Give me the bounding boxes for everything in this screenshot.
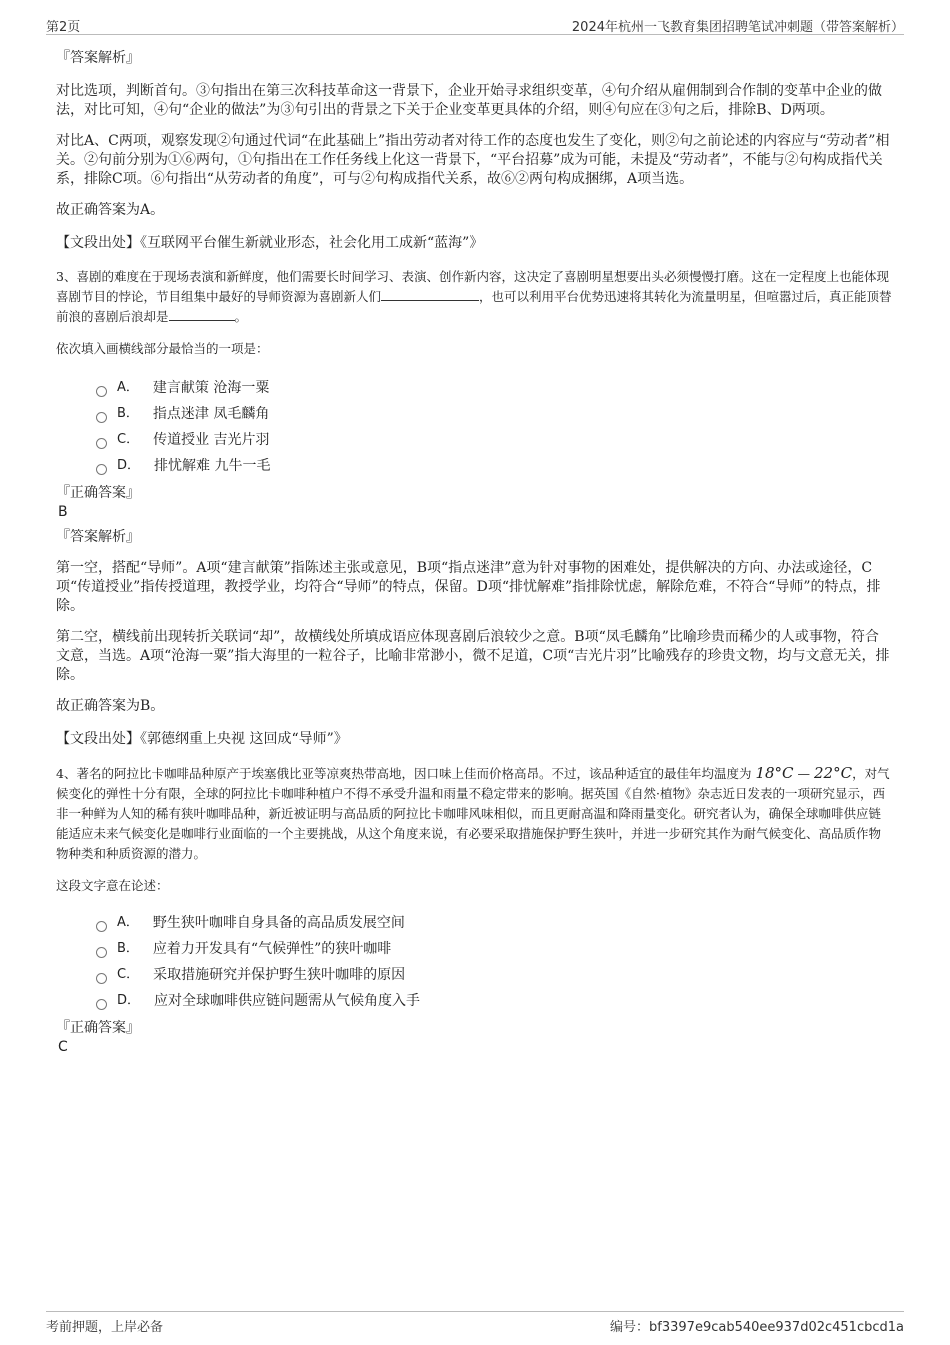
option-a[interactable]: A． 野生狭叶咖啡自身具备的高品质发展空间 xyxy=(96,910,892,936)
analysis-paragraph: 第二空，横线前出现转折关联词“却”，故横线处所填成语应体现喜剧后浪较少之意。B项“凤毛麟角”比喻珍贵而稀少的人或事物，符合文意，当选。A项“沧海一粟”指大海里的一粒谷子，比喻非常渺小，微不足道，C项“吉光片羽”比喻残存的珍贵文物，均与文意无关，排除。 xyxy=(56,629,890,683)
page-footer xyxy=(46,1311,904,1334)
document-title: 2024年杭州一飞教育集团招聘笔试冲刺题（带答案解析） xyxy=(571,20,904,35)
option-text: 传道授业 吉光片羽 xyxy=(153,432,270,448)
correct-answer-label: 『正确答案』 xyxy=(56,1020,140,1036)
analysis-paragraph: 对比A、C两项，观察发现②句通过代词“在此基础上”指出劳动者对待工作的态度也发生了变化，则②句之前论述的内容应与“劳动者”相关。②句前分别为①⑥两句，①句指出在工作任务线上化这一背景下，“平台招募”成为可能，未提及“劳动者”，不能与②句构成指代关系，排除C项。⑥句指出“从劳动者的角度”，可与②句构成指代关系，故⑥②两句构成捆绑，A项当选。 xyxy=(56,133,890,187)
option-b[interactable]: B． 应着力开发具有“气候弹性”的狭叶咖啡 xyxy=(96,936,892,962)
option-text: 野生狭叶咖啡自身具备的高品质发展空间 xyxy=(152,915,405,931)
answer-analysis-label: 『答案解析』 xyxy=(56,529,140,545)
option-b[interactable]: B． 指点迷津 凤毛麟角 xyxy=(96,401,892,427)
option-c[interactable]: C． 采取措施研究并保护野生狭叶咖啡的原因 xyxy=(96,962,892,988)
page-number: 第2页 xyxy=(46,20,81,35)
option-d[interactable]: D． 应对全球咖啡供应链问题需从气候角度入手 xyxy=(96,988,892,1014)
radio-button[interactable] xyxy=(96,438,107,449)
radio-button[interactable] xyxy=(96,999,107,1010)
radio-button[interactable] xyxy=(96,386,107,397)
source-citation: 【文段出处】《互联网平台催生新就业形态，社会化用工成新“蓝海”》 xyxy=(56,235,484,251)
answer-analysis-label: 『答案解析』 xyxy=(56,50,140,66)
option-text: 应对全球咖啡供应链问题需从气候角度入手 xyxy=(154,993,421,1009)
option-list xyxy=(56,910,892,1014)
question-prompt: 这段文字意在论述： xyxy=(56,878,169,893)
radio-button[interactable] xyxy=(96,921,107,932)
radio-button[interactable] xyxy=(96,973,107,984)
correct-answer: B xyxy=(58,504,68,520)
document-body xyxy=(56,46,892,1056)
option-text: 排忧解难 九牛一毛 xyxy=(154,458,271,474)
option-text: 采取措施研究并保护野生狭叶咖啡的原因 xyxy=(153,967,406,983)
analysis-paragraph: 对比选项，判断首句。③句指出在第三次科技革命这一背景下，企业开始寻求组织变革，④句介绍从雇佣制到合作制的变革中企业的做法，对比可知，④句“企业的做法”为③句引出的背景之下关于企业变革更具体的介绍，则④句应在③句之后，排除B、D两项。 xyxy=(56,83,882,118)
analysis-paragraph: 第一空，搭配“导师”。A项“建言献策”指陈述主张或意见，B项“指点迷津”意为针对事物的困难处，提供解决的方向、办法或途径，C项“传道授业”指传授道理，教授学业，均符合“导师”的特点，保留。D项“排忧解难”指排除忧虑，解除危难，不符合“导师”的特点，排除。 xyxy=(56,560,881,614)
option-text: 指点迷津 凤毛麟角 xyxy=(152,406,270,422)
option-d[interactable]: D． 排忧解难 九牛一毛 xyxy=(96,453,892,479)
option-c[interactable]: C． 传道授业 吉光片羽 xyxy=(96,427,892,453)
range-dash: — xyxy=(797,766,811,781)
page-header xyxy=(46,14,904,35)
temperature-low: 18°C xyxy=(755,764,794,782)
radio-button[interactable] xyxy=(96,412,107,423)
fill-blank xyxy=(169,308,235,321)
correct-answer-label: 『正确答案』 xyxy=(56,485,140,501)
conclusion-text: 故正确答案为A。 xyxy=(56,202,165,218)
fill-blank xyxy=(381,288,479,301)
question-prompt: 依次填入画横线部分最恰当的一项是： xyxy=(56,341,269,356)
option-text: 应着力开发具有“气候弹性”的狭叶咖啡 xyxy=(152,941,392,957)
option-text: 建言献策 沧海一粟 xyxy=(152,380,270,396)
conclusion-text: 故正确答案为B。 xyxy=(56,698,165,714)
question-stem: 3、喜剧的难度在于现场表演和新鲜度，他们需要长时间学习、表演、创作新内容，这决定了喜剧明星想要出头必须慢慢打磨。这在一定程度上也能体现喜剧节目的悖论，节目组集中最好的导师资源为喜剧新人们 ，也可以利用平台优势迅速将其转化为流量明星，但喧嚣过后，真正能顶替前浪的喜剧后浪却是 。 xyxy=(56,269,892,324)
document-code: 编号：bf3397e9cab540ee937d02c451cbcd1a xyxy=(610,1320,904,1335)
option-a[interactable]: A． 建言献策 沧海一粟 xyxy=(96,375,892,401)
source-citation: 【文段出处】《郭德纲重上央视 这回成“导师”》 xyxy=(56,731,348,747)
correct-answer: C xyxy=(58,1039,68,1055)
question-stem: 4、著名的阿拉比卡咖啡品种原产于埃塞俄比亚等凉爽热带高地，因口味上佳而价格高昂。不过，该品种适宜的最佳年均温度为 18°C — 22°C，对气候变化的弹性十分有限，全球的阿拉比卡咖啡种植户不得不承受升温和雨量不稳定带来的影响。据英国《自然·植物》杂志近日发表的一项研究显示，西非一种鲜为人知的稀有狭叶咖啡品种，新近被证明与高品质的阿拉比卡咖啡风味相似，而且更耐高温和降雨量变化。研究者认为，确保全球咖啡供应链能适应未来气候变化是咖啡行业面临的一个主要挑战，从这个角度来说，有必要采取措施保护野生狭叶，并进一步研究其作为耐气候变化、高品质作物物种类和种质资源的潜力。 xyxy=(56,764,890,861)
temperature-high: 22°C xyxy=(814,764,853,782)
footer-slogan: 考前押题，上岸必备 xyxy=(46,1320,164,1335)
radio-button[interactable] xyxy=(96,947,107,958)
radio-button[interactable] xyxy=(96,464,107,475)
option-list xyxy=(56,375,892,479)
